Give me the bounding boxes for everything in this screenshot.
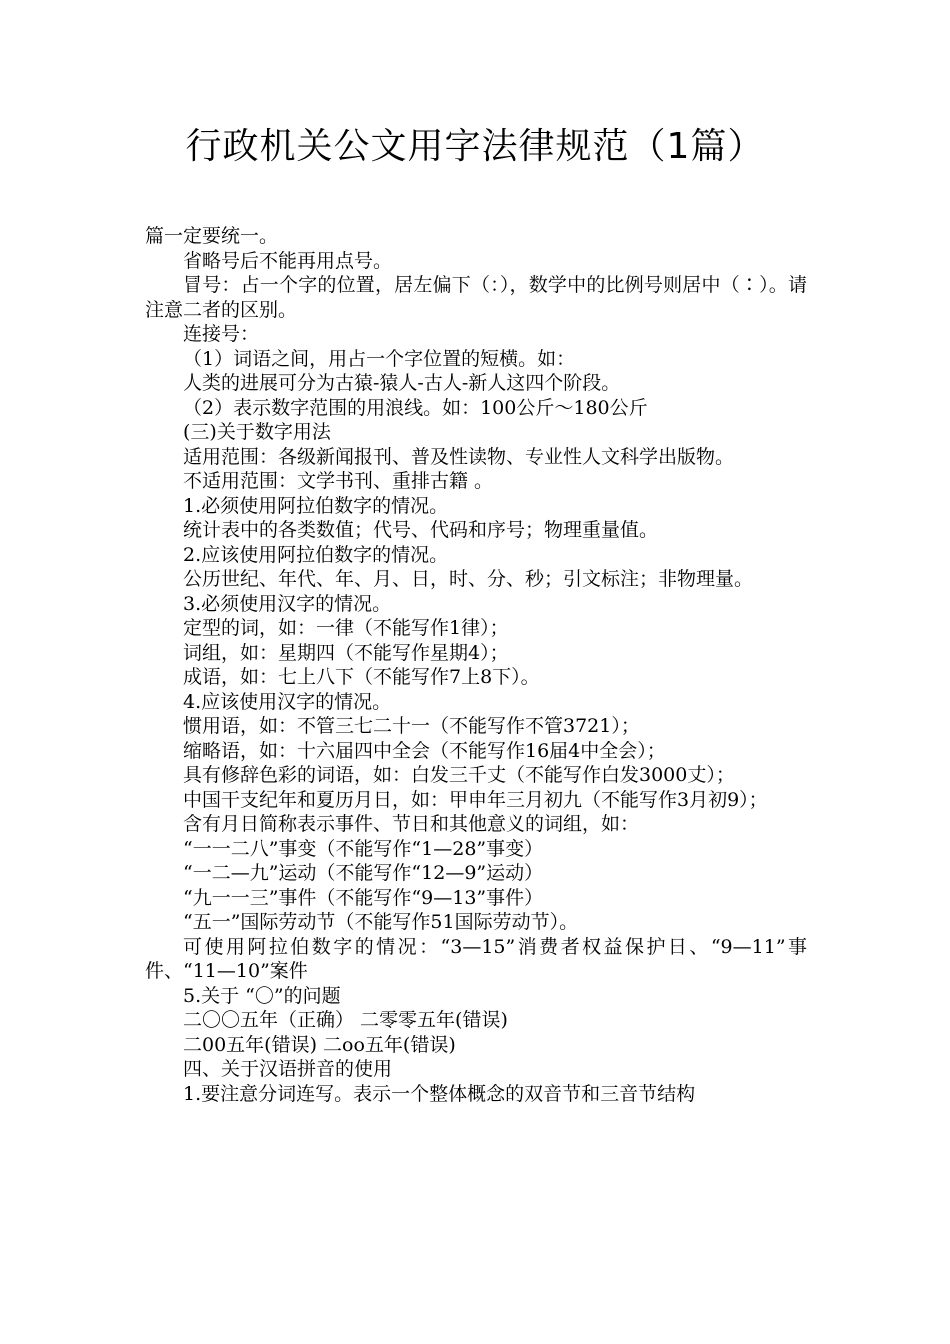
document-paragraph: 可使用阿拉伯数字的情况：“3—15”消费者权益保护日、“9—11”事件、“11—10”案件 (145, 935, 807, 982)
document-paragraph: 惯用语，如：不管三七二十一（不能写作不管3721）； (183, 715, 640, 737)
document-paragraph: 公历世纪、年代、年、月、日，时、分、秒；引文标注；非物理量。 (183, 568, 754, 590)
document-paragraph: 1.要注意分词连写。表示一个整体概念的双音节和三音节结构 (183, 1082, 696, 1105)
document-paragraph: “五一”国际劳动节（不能写作51国际劳动节）。 (183, 911, 579, 933)
document-paragraph: 冒号：占一个字的位置，居左偏下（：），数学中的比例号则居中（∶）。请注意二者的区别。 (145, 274, 807, 321)
document-paragraph: （2）表示数字范围的用浪线。如：100公斤～180公斤 (183, 396, 648, 419)
document-paragraph: 1.必须使用阿拉伯数字的情况。 (183, 494, 449, 517)
document-paragraph: 篇一定要统一。 (145, 225, 279, 247)
document-paragraph: 二00五年(错误) 二oo五年(错误) (183, 1033, 456, 1056)
document-paragraph: 含有月日简称表示事件、节日和其他意义的词组，如： (183, 813, 640, 835)
document-paragraph: 3.必须使用汉字的情况。 (183, 592, 392, 615)
document-paragraph: (三)关于数字用法 (183, 421, 331, 443)
document-paragraph: 人类的进展可分为古猿-猿人-古人-新人这四个阶段。 (183, 372, 621, 394)
document-body (145, 224, 807, 1106)
document-paragraph: 省略号后不能再用点号。 (183, 249, 393, 272)
document-paragraph: “九一一三”事件（不能写作“9—13”事件） (183, 886, 544, 909)
document-paragraph: “一二—九”运动（不能写作“12—9”运动） (183, 862, 544, 884)
document-paragraph: 2.应该使用阿拉伯数字的情况。 (183, 543, 449, 566)
document-paragraph: 成语，如：七上八下（不能写作7上8下）。 (183, 666, 540, 688)
document-paragraph: 适用范围：各级新闻报刊、普及性读物、专业性人文科学出版物。 (183, 445, 735, 468)
document-paragraph: 4.应该使用汉字的情况。 (183, 690, 392, 713)
document-paragraph: 缩略语，如：十六届四中全会（不能写作16届4中全会）； (183, 739, 666, 762)
document-paragraph: 词组，如：星期四（不能写作星期4）； (183, 641, 509, 664)
document-paragraph: 四、关于汉语拼音的使用 (183, 1058, 393, 1080)
document-paragraph: 中国干支纪年和夏历月日，如：甲申年三月初九（不能写作3月初9）； (183, 788, 768, 811)
document-paragraph: 连接号： (183, 323, 260, 345)
document-paragraph: 二〇〇五年（正确） 二零零五年(错误) (183, 1009, 508, 1031)
document-title: 行政机关公文用字法律规范（1篇） (185, 126, 765, 167)
document-paragraph: 具有修辞色彩的词语，如：白发三千丈（不能写作白发3000丈）； (183, 764, 735, 786)
document-paragraph: 定型的词，如：一律（不能写作1律）； (183, 617, 509, 639)
document-paragraph: （1）词语之间，用占一个字位置的短横。如： (183, 347, 576, 370)
document-paragraph: 不适用范围：文学书刊、重排古籍 。 (183, 470, 494, 492)
document-paragraph: “一一二八”事变（不能写作“1—28”事变） (183, 837, 544, 860)
document-paragraph: 统计表中的各类数值；代号、代码和序号；物理重量值。 (183, 519, 659, 541)
document-paragraph: 5.关于 “〇”的问题 (183, 984, 341, 1007)
